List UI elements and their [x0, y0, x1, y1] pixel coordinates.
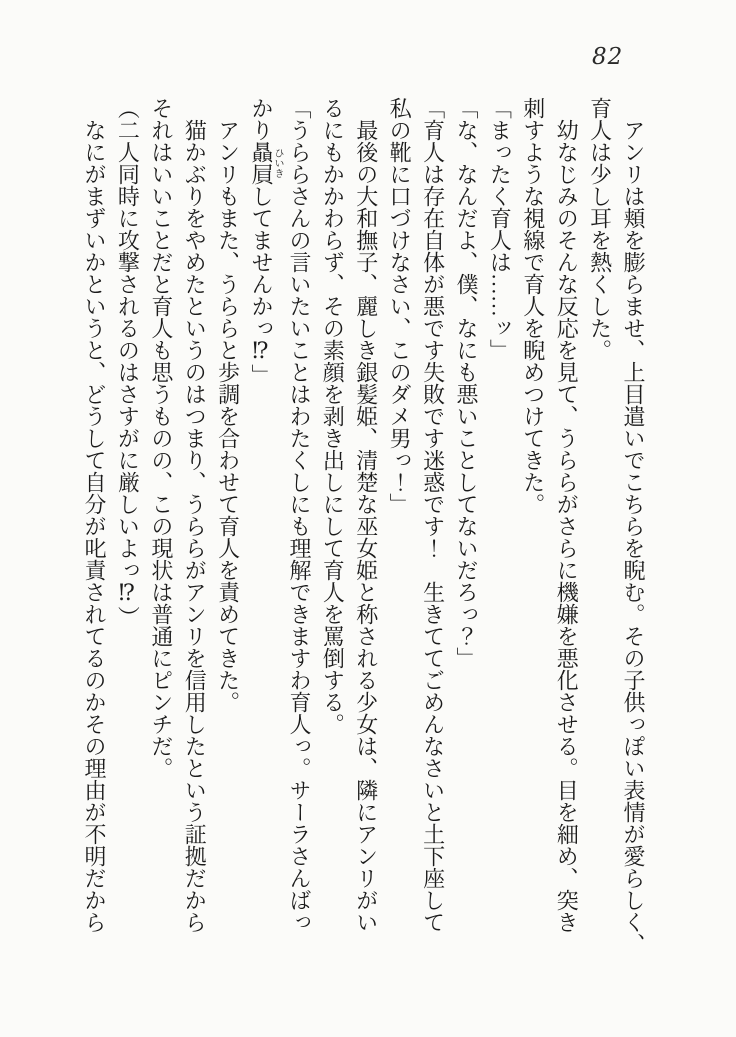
- text-line-paragraph-start: 幼なじみのそんな反応を見て、うららがさらに機嫌を悪化させる。目を細め、突き: [554, 119, 580, 933]
- text-line: 刺すような視線で育人を睨めつけてきた。: [520, 97, 546, 515]
- text-line-paragraph-start: アンリもまた、うららと歩調を合わせて育人を責めてきた。: [215, 119, 241, 713]
- text-line-paragraph-start: 「まったく育人は……ッ」: [487, 97, 513, 361]
- text-line-paragraph-start: （二人同時に攻撃されるのはさすがに厳しいよっ⁉）: [115, 97, 141, 628]
- ruby-annotated-word: 贔屓ひいき: [249, 141, 284, 185]
- furigana: ひいき: [272, 141, 284, 185]
- text-line: かり贔屓ひいきしてませんかっ⁉」: [249, 97, 284, 386]
- text-line-paragraph-start: 猫かぶりをやめたというのはつまり、うららがアンリを信用したという証拠だから: [182, 119, 208, 933]
- page-number: 82: [592, 44, 624, 70]
- text-line: るにもかかわらず、その素顔を剥き出しにして育人を罵倒する。: [320, 97, 346, 735]
- text-line: 私の靴に口づけなさい、このダメ男っ！」: [387, 97, 413, 515]
- text-block: [78, 97, 650, 957]
- text-line: それはいいことだと育人も思うものの、この現状は普通にピンチだ。: [148, 97, 174, 779]
- text-line-paragraph-start: 最後の大和撫子、麗しき銀髪姫、清楚な巫女姫と称される少女は、隣にアンリがい: [353, 119, 379, 933]
- text-line-paragraph-start: なにがまずいかというと、どうして自分が叱責されてるのかその理由が不明だから: [82, 119, 107, 933]
- text-line-paragraph-start: 「な、なんだよ、僕、なにも悪いことしてないだろっ？」: [453, 97, 479, 669]
- text-line-paragraph-start: 「育人は存在自体が悪です失敗です迷惑です！ 生きててごめんなさいと土下座して: [420, 97, 446, 933]
- text-line-paragraph-start: アンリは頬を膨らませ、上目遣いでこちらを睨む。その子供っぽい表情が愛らしく、: [621, 119, 646, 955]
- text-line: 育人は少し耳を熱くした。: [587, 97, 613, 361]
- text-line-paragraph-start: 「うららさんの言いたいことはわたくしにも理解できますわ育人っ。サーラさんばっ: [286, 97, 312, 933]
